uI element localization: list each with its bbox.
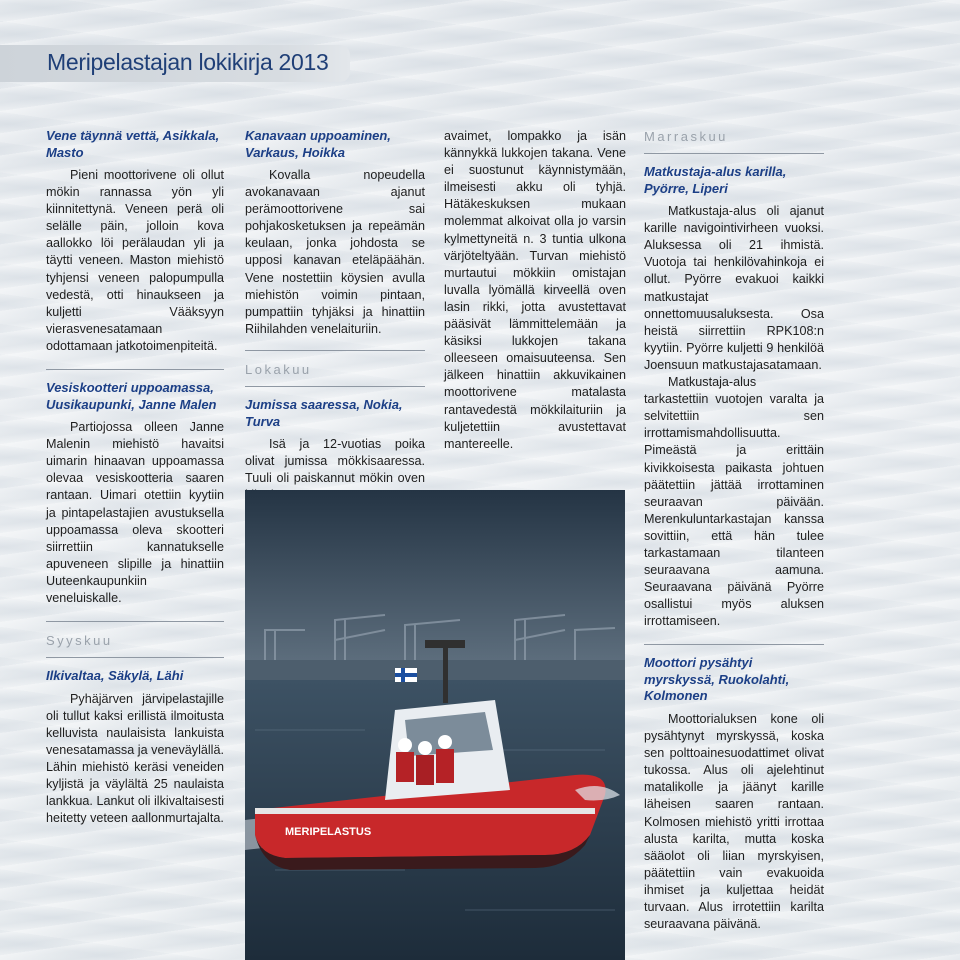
- article-heading: Kanavaan uppoaminen, Varkaus, Hoikka: [245, 128, 391, 160]
- section-rule: [644, 644, 824, 645]
- page-title: Meripelastajan lokikirja 2013: [47, 49, 329, 75]
- article-heading: Matkustaja-alus karilla, Pyörre, Liperi: [644, 164, 787, 196]
- article-heading: Moottori pysähtyi myrskyssä, Ruokolahti, Kolmonen: [644, 655, 790, 704]
- month-heading: Marraskuu: [644, 129, 728, 144]
- column-2: [245, 128, 425, 504]
- section-rule: [46, 621, 224, 622]
- section-rule: [46, 657, 224, 658]
- section-rule: [644, 153, 824, 154]
- article-text: Kovalla nopeudella avokanavaan ajanut perämoottorivene sai pohjakosketuksen ja repeämän keulaan, jonka johdosta se upposi kanavan eteläpäähän. Vene nostettiin köysien avulla miehistön voimin pintaan, pumpattiin tyhjäksi ja hinattiin Riihilahden venelaituriin.: [245, 168, 425, 336]
- section-rule: [245, 350, 425, 351]
- month-heading: Syyskuu: [46, 633, 113, 649]
- column-4: [644, 128, 824, 933]
- boat-name: MERIPELASTUS: [285, 826, 372, 838]
- rescue-boat-photo: [245, 490, 625, 960]
- column-1: [46, 128, 224, 827]
- article-heading: Ilkivaltaa, Säkylä, Lähi: [46, 668, 184, 684]
- article-text: Partiojossa olleen Janne Malenin miehistö havaitsi uimarin hinaavan uppoamassa olevaa vesiskootteria saaren rantaan. Uimari otettiin kyytiin ja pintapelastajien avustuksella uppoamassa oleva skootteri siirrettiin kannatukselle apuveneen slipille ja hinattiin Uuteenkaupunkiin veneluiskalle.: [46, 420, 224, 605]
- article-text: Matkustaja-alus oli ajanut karille navigointivirheen vuoksi. Aluksessa oli 21 ihmistä. Vuotoja tai henkilövahinkoja ei ollut. Pyörre evakuoi kaikki matkustajat onnettomuusaluksesta. Osa heistä siirrettiin RPK108:n kyytiin. Pyörre kuljetti 9 henkilöä Joensuun matkustajasatamaan.: [644, 204, 824, 372]
- article-text: Pieni moottorivene oli ollut mökin rannassa yön yli kiinnitettynä. Veneen perä oli selälle päin, jolloin kova aallokko löi perälaudan yli ja täytti veneen. Maston miehistö tyhjensi veneen palopumpulla vedestä, otti hinaukseen ja kuljetti Vääksyyn vierasvenesatamaan odottamaan jatkotoimenpiteitä.: [46, 168, 224, 353]
- section-rule: [245, 386, 425, 387]
- article-heading: Jumissa saaressa, Nokia, Turva: [245, 397, 403, 429]
- article-text: Isä ja 12-vuotias poika olivat jumissa mökkisaaressa. Tuuli oli paiskannut mökin oven: [245, 437, 425, 486]
- article-text: Pyhäjärven järvipelastajille oli tullut kaksi erillistä ilmoitusta kelluvista naulaisista lankuista venesatamassa ja veneväylällä. Lähin miehistö keräsi veneiden kyljistä ja väylältä 25 naulaista lankkua. Lankut oli ilkivaltaisesti heitetty veteen aallonmurtajalta.: [46, 691, 224, 826]
- article-text: Moottorialuksen kone oli pysähtynyt myrskyssä, koska sen polttoainesuodattimet olivat tukossa. Alus oli ajelehtinut matalikolle ja jäänyt karille läheisen saaren rantaan. Kolmosen miehistö yritti irrottaa alusta karilta, mutta koska sääolot oli liian myrskyisen, päätettiin vain evakuoida ihmiset ja kuljettaa heidät turvaan. Alus irrotettiin karilta seuraavana päivänä.: [644, 711, 824, 932]
- article-heading: Vesiskootteri uppoamassa, Uusikaupunki, Janne Malen: [46, 380, 217, 412]
- section-rule: [46, 369, 224, 370]
- article-text-continued: avaimet, lompakko ja isän kännykkä lukkojen takana. Vene ei suostunut käynnistymään, ilmeisesti akku oli tyhjä. Hätäkeskuksen mukaan molemmat alkoivat olla jo varsin kylmettyneitä n. 3 tuntia ulkona värjöteltyään. Turvan miehistö murtautui mökkiin omistajan luvalla lyömällä kirveellä oven lasin rikki, jotta avustettavat pääsivät lämmittelemään ja käsiksi lukkojen takana olleeseen omaisuuteensa. Sen jälkeen hinattiin akkuvikainen moottorivene matalasta rantavedestä mökkilaituriin ja kuljetettiin avustettavat mantereelle.: [444, 129, 626, 451]
- article-text: Matkustaja-alus tarkastettiin vuotojen varalta ja selvitettiin sen irrottamismahdollisuutta. Pimeästä ja erittäin kivikkoisesta paikasta johtuen päätettiin jättää irrottaminen seuraavan päivään. Merenkuluntarkastajan kanssa sovittiin, että hän tulee tarkastamaan tilanteen seuraavana aamuna. Seuraavana päivänä Pyörre osallistui myös aluksen irrottamiseen.: [644, 375, 824, 629]
- rescue-boat-illustration: [245, 490, 625, 960]
- month-heading: Lokakuu: [245, 361, 312, 377]
- article-heading: Vene täynnä vettä, Asikkala, Masto: [46, 128, 220, 160]
- column-3: [444, 128, 626, 453]
